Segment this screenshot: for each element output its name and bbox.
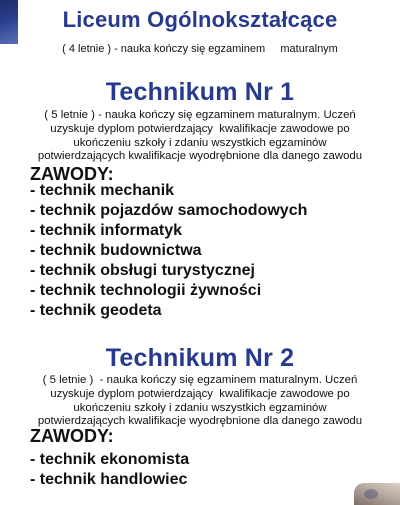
- profession-item: - technik obsługi turystycznej: [30, 262, 255, 279]
- technikum-1-description: [0, 109, 400, 164]
- description-line: potwierdzających kwalifikacje wyodrębnione dla danego zawodu: [37, 150, 363, 163]
- liceum-title: Liceum Ogólnokształcące: [62, 7, 338, 32]
- description-line: uzyskuje dyplom potwierdzający kwalifikacje zawodowe po: [50, 387, 350, 400]
- description-line: uzyskuje dyplom potwierdzający kwalifikacje zawodowe po: [50, 122, 350, 135]
- profession-item: - technik technologii żywności: [30, 282, 262, 299]
- technikum-2-title: Technikum Nr 2: [105, 344, 295, 372]
- corner-photo-fragment: [354, 483, 400, 505]
- liceum-subtitle: ( 4 letnie ) - nauka kończy się egzaminem maturalnym: [62, 43, 338, 55]
- photo-detail: [364, 489, 378, 499]
- profession-item: - technik geodeta: [30, 302, 162, 319]
- description-line: ukończeniu szkoły i zdaniu wszystkich egzaminów: [73, 401, 327, 414]
- profession-item: - technik mechanik: [30, 182, 175, 199]
- description-line: ( 5 letnie ) - nauka kończy się egzaminem maturalnym. Uczeń: [44, 109, 356, 121]
- description-line: ( 5 letnie ) - nauka kończy się egzaminem maturalnym. Uczeń: [42, 374, 358, 386]
- profession-item: - technik pojazdów samochodowych: [30, 202, 308, 219]
- technikum-2-professions: [30, 450, 189, 490]
- profession-item: - technik budownictwa: [30, 242, 202, 259]
- technikum-1-title: Technikum Nr 1: [105, 78, 295, 106]
- technikum-1-professions: [30, 181, 307, 321]
- technikum-1-zawody-label: ZAWODY:: [30, 164, 114, 184]
- technikum-2-zawody-label: ZAWODY:: [30, 426, 114, 446]
- profession-item: - technik ekonomista: [30, 451, 190, 468]
- profession-item: - technik informatyk: [30, 222, 183, 239]
- profession-item: - technik handlowiec: [30, 471, 188, 488]
- description-line: potwierdzających kwalifikacje wyodrębnione dla danego zawodu: [37, 415, 363, 428]
- technikum-2-description: [0, 374, 400, 429]
- description-line: ukończeniu szkoły i zdaniu wszystkich egzaminów: [73, 136, 327, 149]
